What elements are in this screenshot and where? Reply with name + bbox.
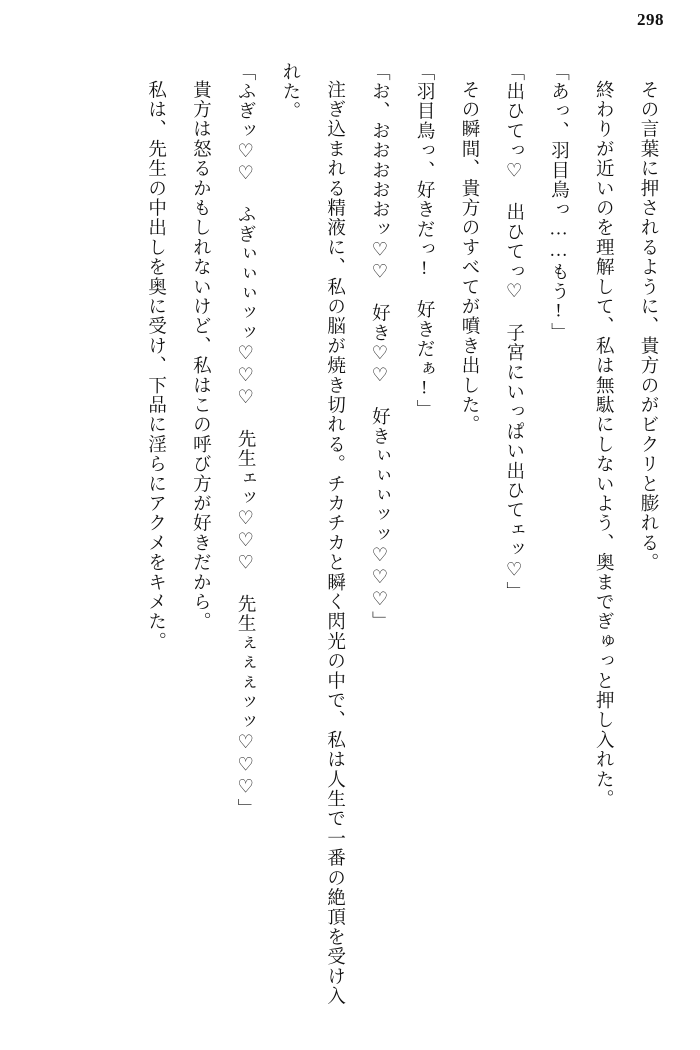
paragraph: その瞬間、貴方のすべてが噴き出した。 bbox=[458, 80, 479, 435]
paragraph: 貴方は怒るかもしれないけど、私はこの呼び方が好きだから。 bbox=[190, 80, 211, 632]
paragraph: 終わりが近いのを理解して、私は無駄にしないよう、奥までぎゅっと押し入れた。 bbox=[593, 80, 614, 809]
paragraph: その言葉に押されるように、貴方のがビクリと膨れる。 bbox=[638, 80, 658, 573]
page-body-text bbox=[30, 62, 670, 1016]
paragraph: 「お、おおおおおッ♡♡ 好き♡♡ 好きぃぃぃッッ♡♡♡」 bbox=[369, 62, 390, 632]
paragraph: 「羽目鳥っ、好きだっ! 好きだぁ!」 bbox=[414, 62, 435, 420]
paragraph: 「あっ、羽目鳥っ……もう!」 bbox=[548, 62, 569, 343]
paragraph: 「出ひてっ♡ 出ひてっ♡ 子宮にいっぱい出ひてェッ♡」 bbox=[503, 62, 524, 602]
paragraph: 私は、先生の中出しを奥に受け、下品に淫らにアクメをキメた。 bbox=[145, 80, 166, 652]
paragraph: 注ぎ込まれる精液に、私の脳が焼き切れる。チカチカと瞬く閃光の中で、私は人生で一番の絶頂を受け入れた。 bbox=[279, 62, 345, 1006]
paragraph: 「ふぎッ♡♡ ふぎぃぃぃッッ♡♡♡ 先生ェッ♡♡♡ 先生ぇぇぇッッ♡♡♡」 bbox=[235, 62, 256, 819]
page-number: 298 bbox=[637, 10, 664, 29]
